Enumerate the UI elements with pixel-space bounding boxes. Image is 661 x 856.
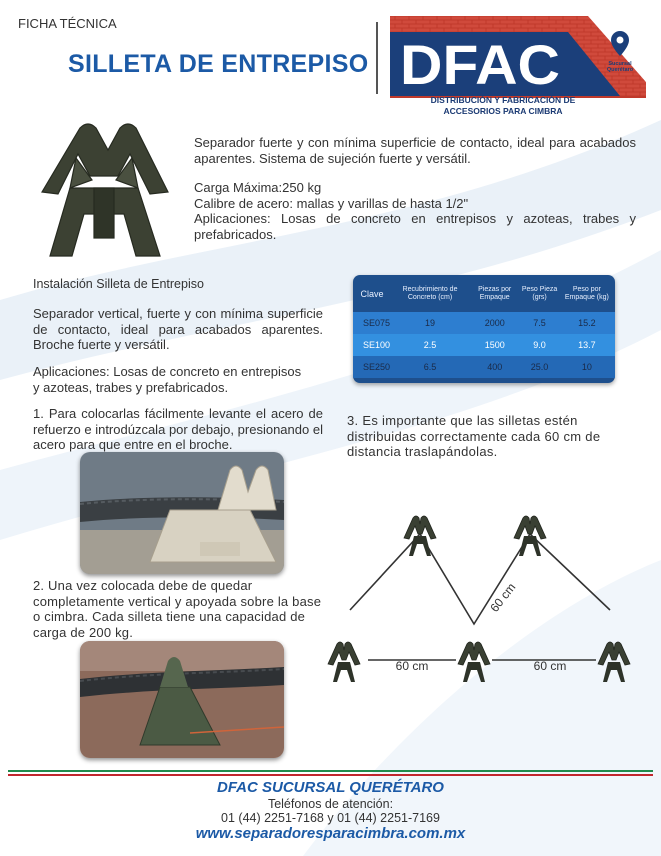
step-2-text: 2. Una vez colocada debe de quedar completamente vertical y apoyada sobre la base o cimbra. Cada silleta tiene una capacidad de carga de 200 kg. — [33, 578, 322, 640]
table-row — [353, 312, 615, 334]
logo-tagline-2: ACCESORIOS PARA CIMBRA — [443, 106, 563, 116]
table-cell: 25.0 — [520, 356, 558, 378]
header-cell: Peso Pieza (grs) — [521, 286, 558, 301]
logo-tagline — [388, 95, 618, 117]
spec-table-box — [353, 275, 615, 383]
footer-website-link[interactable]: www.separadoresparacimbra.com.mx — [195, 825, 466, 842]
table-cell: 400 — [469, 356, 520, 378]
footer-phone-label: Teléfonos de atención: — [267, 797, 394, 811]
intro-block — [194, 135, 636, 166]
silleta-product-image — [36, 118, 172, 260]
diagram-label-diagonal: 60 cm — [487, 580, 519, 615]
intro-applications: Aplicaciones: Losas de concreto en entrepisos y azoteas, trabes y prefabricados. — [194, 211, 636, 242]
spacing-diagram — [322, 512, 652, 694]
step-3-text: 3. Es importante que las silletas estén distribuidas correctamente cada 60 cm de distancia traslapándolas. — [347, 413, 601, 459]
table-cell: 19 — [391, 312, 469, 334]
header-cell: Recubrimiento de Concreto (cm) — [402, 286, 458, 301]
table-cell: 6.5 — [391, 356, 469, 378]
diagram-label-left: 60 cm — [395, 659, 429, 673]
table-cell: SE075 — [353, 312, 391, 334]
installation-applications-2: y azoteas, trabes y prefabricados. — [33, 379, 229, 395]
product-title: SILLETA DE ENTREPISO — [68, 50, 369, 78]
table-cell: SE250 — [353, 356, 391, 378]
installation-photo-1 — [80, 452, 284, 574]
installation-photo-2 — [80, 641, 284, 758]
table-cell: 2000 — [469, 312, 520, 334]
logo-branch-2: Querétaro — [606, 67, 634, 73]
silleta-icon — [404, 516, 436, 556]
diagram-label-right: 60 cm — [533, 659, 567, 673]
logo-brand: DFAC — [400, 33, 560, 96]
footer-branch-title: DFAC SUCURSAL QUERÉTARO — [217, 779, 444, 796]
silleta-icon — [514, 516, 546, 556]
spec-table — [353, 275, 615, 378]
table-cell: SE100 — [353, 334, 391, 356]
specs-block — [194, 180, 636, 242]
silleta-icon — [328, 642, 360, 682]
header-cell: Peso por Empaque (kg) — [564, 286, 609, 301]
table-row — [353, 334, 615, 356]
footer-flag-lines — [8, 770, 653, 776]
installation-description: Separador vertical, fuerte y con mínima superficie de contacto, ideal para acabados aparentes. Broche fuerte y versátil. — [33, 306, 323, 352]
header-cell: Clave — [360, 289, 384, 299]
silleta-icon — [458, 642, 490, 682]
intro-description: Separador fuerte y con mínima superficie de contacto, ideal para acabados aparentes. Sistema de sujeción fuerte y versátil. — [194, 135, 636, 166]
table-cell: 1500 — [469, 334, 520, 356]
max-load: Carga Máxima:250 kg — [194, 180, 322, 195]
table-cell: 13.7 — [559, 334, 615, 356]
footer-phones: 01 (44) 2251-7168 y 01 (44) 2251-7169 — [221, 811, 440, 825]
installation-title: Instalación Silleta de Entrepiso — [33, 277, 204, 291]
table-row — [353, 356, 615, 378]
installation-applications-1: Aplicaciones: Losas de concreto en entrepisos — [33, 364, 302, 379]
step-1-text: 1. Para colocarlas fácilmente levante el acero de refuerzo e introdúzcala por debajo, presionando el acero para que entre en el broche. — [33, 406, 323, 452]
logo-branch-1: Sucursal — [608, 61, 632, 67]
table-cell: 15.2 — [559, 312, 615, 334]
table-cell: 2.5 — [391, 334, 469, 356]
title-divider — [376, 22, 378, 94]
installation-applications — [33, 364, 323, 395]
silleta-icon — [598, 642, 630, 682]
table-cell: 10 — [559, 356, 615, 378]
steel-gauge: Calibre de acero: mallas y varillas de hasta 1/2" — [194, 195, 469, 211]
table-cell: 7.5 — [520, 312, 558, 334]
header-cell: Piezas por Empaque — [478, 286, 512, 301]
spec-table-header — [353, 275, 615, 312]
logo-tagline-1: DISTRIBUCIÓN Y FABRICACIÓN DE — [430, 95, 576, 105]
document-label: FICHA TÉCNICA — [18, 16, 117, 31]
table-cell: 9.0 — [520, 334, 558, 356]
